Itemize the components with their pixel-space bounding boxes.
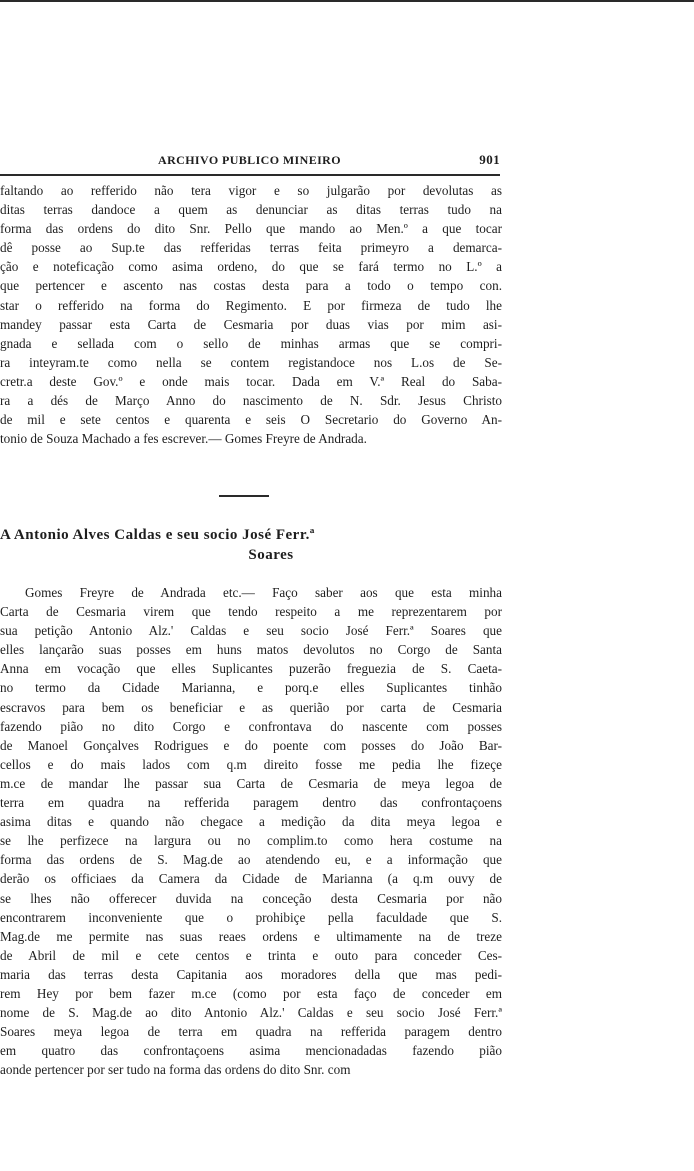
text-line: que pertencer e ascento nas costas desta para a todo o tempo con. (0, 278, 502, 294)
text-line: asima ditas e quando não chegace a medição da dita meya legoa e (0, 814, 502, 830)
text-line: terra em quadra na refferida paragem dentro das confrontaçoens (0, 795, 502, 811)
text-line: Anna em vocação que elles Suplicantes puzerão freguezia de S. Caeta- (0, 661, 502, 677)
text-line: encontrarem inconveniente que o prohibiçe pella faculdade que S. (0, 909, 502, 925)
section-title (0, 525, 502, 565)
text-line: aonde pertencer por ser tudo na forma das ordens do dito Snr. com (0, 1062, 351, 1078)
text-line: em quatro das confrontaçoens asima mencionadadas fazendo pião (0, 1043, 502, 1059)
text-line: elles lançarão suas posses em huns matos devolutos no Corgo de Santa (0, 642, 502, 658)
text-line: maria das terras desta Capitania aos moradores della que mas pedi- (0, 966, 502, 982)
text-line: ra inteyram.te como nella se contem registandoce nos L.os de Se- (0, 354, 502, 370)
running-title: ARCHIVO PUBLICO MINEIRO (158, 153, 341, 167)
page-number: 901 (479, 152, 500, 167)
text-line: Mag.de me permite nas suas reaes ordens e ultimamente na de treze (0, 928, 502, 944)
text-line: de Manoel Gonçalves Rodrigues e do poente com posses do João Bar- (0, 737, 502, 753)
text-line: cretr.a deste Gov.º e onde mais tocar. Dada em V.ª Real do Saba- (0, 373, 502, 389)
text-line: star o refferido na forma do Regimento. E por firmeza de tudo lhe (0, 297, 502, 313)
text-line: no termo da Cidade Marianna, e porq.e elles Suplicantes tinhão (0, 680, 502, 696)
text-line: sua petição Antonio Alz.' Caldas e seu socio José Ferr.ª Soares que (0, 623, 502, 639)
section-divider (219, 495, 269, 497)
text-line: Gomes Freyre de Andrada etc.— Faço saber aos que esta minha (25, 585, 502, 600)
page-header (0, 153, 500, 169)
text-line: se lhe perfizece na largura ou no complim.to como hera costume na (0, 833, 502, 849)
text-line: derão os officiaes da Camera da Cidade de Marianna (a q.m ouvy de (0, 871, 502, 887)
text-line: ra a dés de Março Anno do nascimento de N. Sdr. Jesus Christo (0, 393, 502, 409)
paragraph-continuation (0, 181, 502, 448)
text-line: ditas terras dandoce a quem as denunciar as ditas terras tudo na (0, 202, 502, 218)
text-line: faltando ao refferido não tera vigor e so julgarão por devolutas as (0, 183, 502, 198)
text-line: escravos para bem os beneficiar e as querião por carta de Cesmaria (0, 699, 502, 715)
text-line: tonio de Souza Machado a fes escrever.— Gomes Freyre de Andrada. (0, 431, 367, 447)
header-rule (0, 174, 500, 176)
text-line: ção e noteficação como asima ordeno, do que se fará termo no L.º a (0, 259, 502, 275)
text-line: gnada e sellada com o sello de minhas armas que se compri- (0, 335, 502, 351)
text-line: Soares meya legoa de terra em quadra na refferida paragem dentro (0, 1024, 502, 1040)
text-line: mandey passar esta Carta de Cesmaria por duas vias por mim asi- (0, 316, 502, 332)
text-line: m.ce de mandar lhe passar sua Carta de Cesmaria de meya legoa de (0, 775, 502, 791)
text-line: fazendo pião no dito Corgo e confrontava do nascente com posses (0, 718, 502, 734)
text-line: rem Hey por bem fazer m.ce (como por esta faço de conceder em (0, 985, 502, 1001)
text-line: Carta de Cesmaria virem que tendo respeito a me reprezentarem por (0, 604, 502, 620)
section-title-line-2: Soares (248, 547, 294, 563)
paragraph-carta-cesmaria (0, 583, 502, 1079)
text-line: nome de S. Mag.de ao dito Antonio Alz.' Caldas e seu socio José Ferr.ª (0, 1005, 502, 1021)
section-title-line-1: A Antonio Alves Caldas e seu socio José Ferr.ª (0, 527, 315, 543)
top-edge-rule (0, 0, 694, 2)
text-line: de mil e sete centos e quarenta e seis O Secretario do Governo An- (0, 412, 502, 428)
text-line: se lhes não offerecer duvida na conceção desta Cesmaria por não (0, 890, 502, 906)
text-line: dê posse ao Sup.te das refferidas terras feita primeyro a demarca- (0, 240, 502, 256)
text-line: forma das ordens de S. Mag.de ao atendendo eu, e a informação que (0, 852, 502, 868)
text-line: cellos e do mais lados com q.m direito fosse me pedia lhe fizeçe (0, 756, 502, 772)
text-line: de Abril de mil e cete centos e trinta e outo para conceder Ces- (0, 947, 502, 963)
text-line: forma das ordens do dito Snr. Pello que mando ao Men.º a que tocar (0, 221, 502, 237)
